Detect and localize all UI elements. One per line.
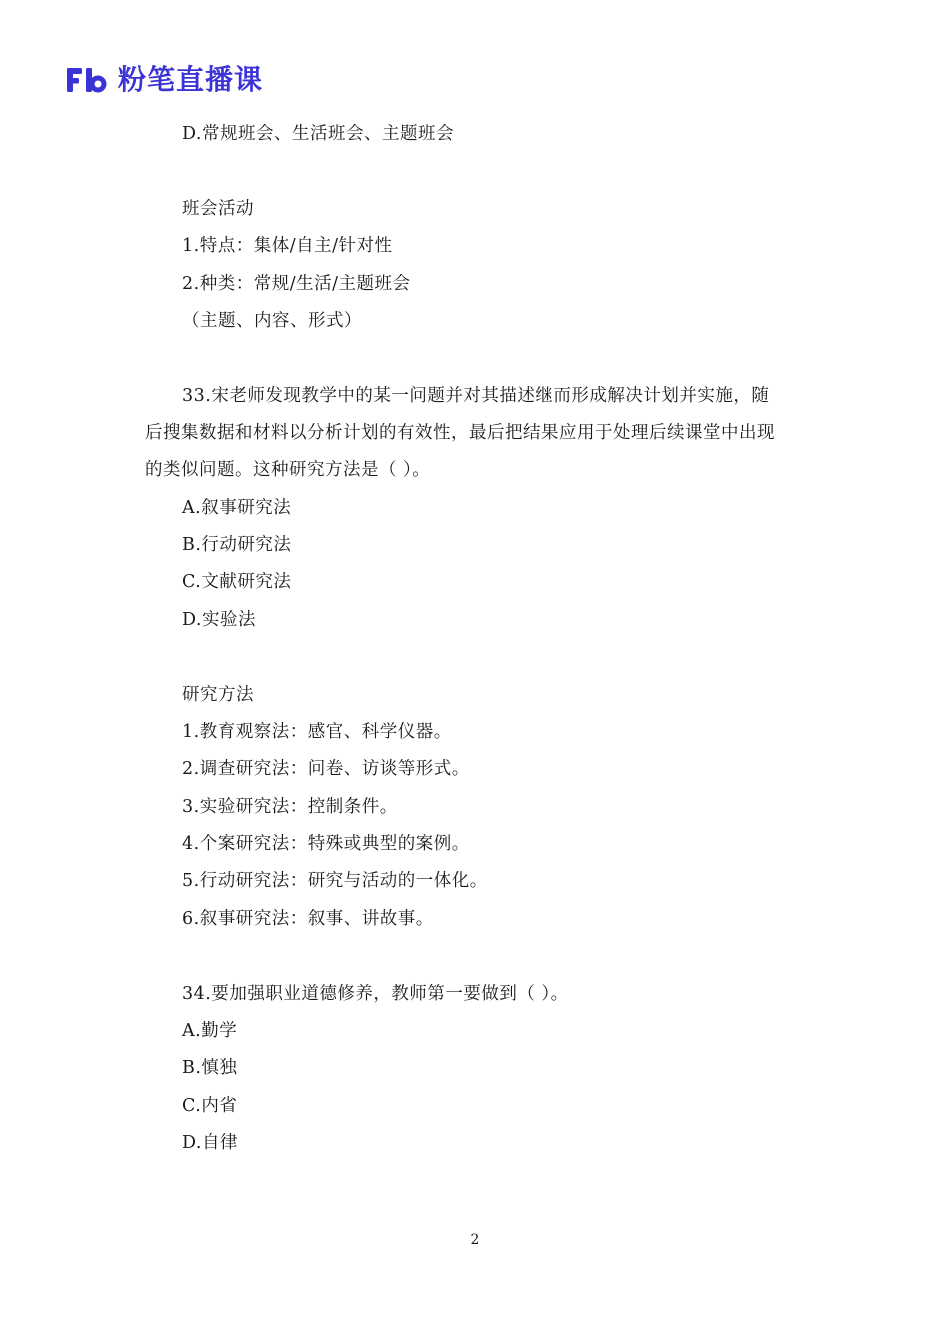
note-research-line: 2.调查研究法：问卷、访谈等形式。 xyxy=(182,759,470,779)
prev-option-d: D.常规班会、生活班会、主题班会 xyxy=(182,124,454,144)
q33-stem-line: 33.宋老师发现教学中的某一问题并对其描述继而形成解决计划并实施，随 xyxy=(182,386,770,406)
note-research-line: 6.叙事研究法：叙事、讲故事。 xyxy=(182,909,434,929)
q33-option-b: B.行动研究法 xyxy=(182,535,292,555)
q33-stem-line: 后搜集数据和材料以分析计划的有效性，最后把结果应用于处理后续课堂中出现 xyxy=(145,423,775,443)
note-research-title: 研究方法 xyxy=(182,685,254,705)
fb-logo-icon xyxy=(66,65,108,95)
q33-option-a: A.叙事研究法 xyxy=(182,498,292,518)
q34-stem: 34.要加强职业道德修养，教师第一要做到（ ）。 xyxy=(182,984,569,1004)
q34-option-a: A.勤学 xyxy=(182,1021,238,1041)
note-research-line: 5.行动研究法：研究与活动的一体化。 xyxy=(182,871,488,891)
logo-text: 粉笔直播课 xyxy=(118,63,264,96)
q34-option-d: D.自律 xyxy=(182,1133,238,1153)
q34-option-c: C.内省 xyxy=(182,1096,238,1116)
note-research-line: 3.实验研究法：控制条件。 xyxy=(182,797,398,817)
note-research-line: 4.个案研究法：特殊或典型的案例。 xyxy=(182,834,470,854)
note-class-meeting-title: 班会活动 xyxy=(182,199,254,219)
q34-option-b: B.慎独 xyxy=(182,1058,238,1078)
note-research-line: 1.教育观察法：感官、科学仪器。 xyxy=(182,722,452,742)
page-number: 2 xyxy=(470,1232,480,1248)
q33-option-c: C.文献研究法 xyxy=(182,572,292,592)
q33-stem-line: 的类似问题。这种研究方法是（ ）。 xyxy=(145,460,431,480)
note-class-meeting-line: 1.特点：集体/自主/针对性 xyxy=(182,236,393,256)
note-class-meeting-line: 2.种类：常规/生活/主题班会 xyxy=(182,274,411,294)
q33-option-d: D.实验法 xyxy=(182,610,256,630)
header-logo xyxy=(66,60,263,100)
note-class-meeting-line: （主题、内容、形式） xyxy=(182,311,362,331)
